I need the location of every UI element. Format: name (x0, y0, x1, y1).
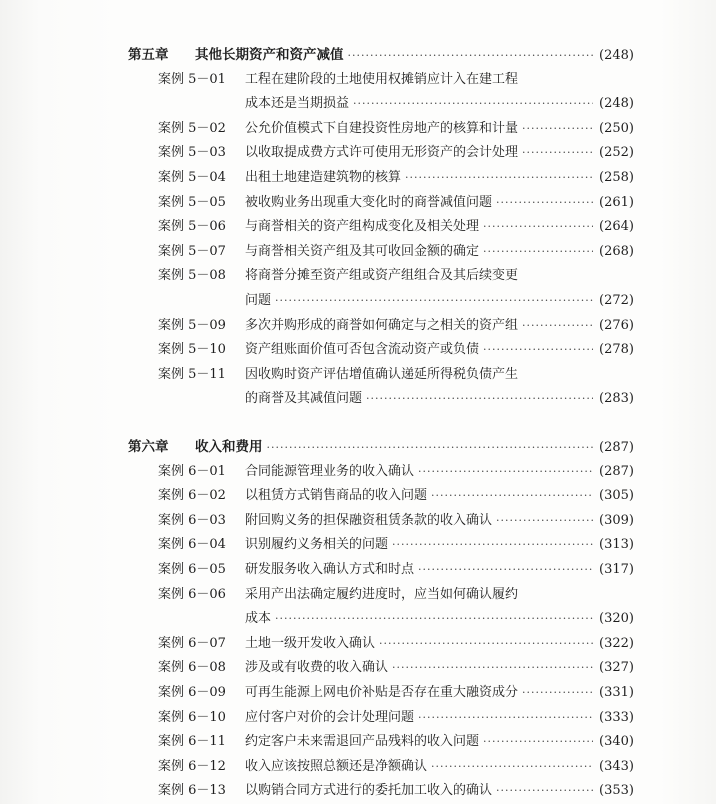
dot-leader (348, 45, 594, 67)
toc-entry[interactable] (245, 216, 634, 238)
dot-leader (418, 461, 593, 483)
dot-leader (418, 559, 593, 581)
page-number: (322) (599, 635, 634, 651)
toc-entry[interactable] (245, 780, 634, 802)
page-number: (333) (599, 709, 634, 725)
case-label: 案例 5－09 (158, 317, 226, 333)
case-label: 案例 6－07 (158, 635, 226, 651)
case-label: 案例 5－07 (158, 243, 226, 259)
page-number: (264) (599, 219, 634, 235)
case-label: 案例 6－04 (158, 537, 226, 553)
entry-title: 多次并购形成的商誉如何确定与之相关的资产组 (245, 317, 519, 333)
case-label: 案例 5－10 (158, 342, 226, 358)
toc-entry[interactable] (245, 756, 634, 778)
toc-entry-line (245, 584, 634, 606)
entry-title: 以收取提成费方式许可使用无形资产的会计处理 (245, 145, 519, 161)
dot-leader (496, 192, 593, 214)
page-number: (250) (599, 120, 634, 136)
page-number: (331) (599, 685, 634, 700)
page-number: (248) (599, 48, 634, 63)
case-label: 案例 5－11 (158, 366, 226, 382)
page-number: (343) (599, 758, 634, 774)
toc-entry[interactable] (245, 682, 634, 704)
case-label: 案例 6－08 (158, 660, 226, 676)
case-label: 案例 5－01 (158, 71, 226, 87)
entry-title: 涉及或有收费的收入确认 (245, 660, 389, 676)
dot-leader (353, 93, 593, 115)
dot-leader (483, 216, 593, 238)
dot-leader (392, 657, 593, 679)
entry-title: 合同能源管理业务的收入确认 (245, 463, 415, 479)
case-label: 案例 5－03 (158, 145, 226, 161)
toc-entry[interactable] (245, 485, 634, 507)
entry-title: 问题 (245, 293, 272, 308)
case-label: 案例 6－01 (158, 463, 226, 479)
toc-entry[interactable] (245, 93, 634, 115)
toc-entry[interactable] (245, 142, 634, 164)
entry-title: 将商誉分摊至资产组或资产组组合及其后续变更 (245, 268, 519, 284)
case-label: 案例 6－11 (158, 734, 226, 750)
toc-entry[interactable] (245, 315, 634, 337)
entry-title: 采用产出法确定履约进度时，应当如何确认履约 (245, 586, 519, 602)
page-number: (278) (599, 342, 634, 358)
dot-leader (275, 608, 593, 630)
dot-leader (405, 167, 593, 189)
entry-title: 研发服务收入确认方式和时点 (245, 562, 415, 577)
dot-leader (483, 339, 593, 361)
dot-leader (483, 731, 593, 753)
entry-title: 与商誉相关资产组及其可收回金额的确定 (245, 243, 480, 259)
toc-entry[interactable] (245, 167, 634, 189)
chapter-title: 其他长期资产和资产减值 (195, 47, 344, 63)
page-number: (313) (599, 537, 634, 553)
page-number: (283) (599, 391, 634, 407)
toc-entry[interactable] (245, 290, 634, 312)
dot-leader (392, 534, 593, 556)
page-number: (353) (599, 783, 634, 799)
toc-entry[interactable] (245, 559, 634, 581)
dot-leader (431, 485, 593, 507)
entry-title: 土地一级开发收入确认 (245, 635, 376, 651)
toc-entry[interactable] (245, 707, 634, 729)
dot-leader (522, 682, 593, 704)
chapter-heading[interactable] (128, 436, 634, 458)
toc-entry-line (245, 69, 634, 91)
entry-title: 约定客户未来需退回产品残料的收入问题 (245, 734, 480, 750)
entry-title: 与商誉相关的资产组构成变化及相关处理 (245, 219, 480, 235)
toc-entry[interactable] (245, 633, 634, 655)
toc-entry[interactable] (245, 118, 634, 140)
entry-title: 公允价值模式下自建投资性房地产的核算和计量 (245, 120, 519, 136)
chapter-label: 第五章 (128, 47, 169, 63)
entry-title: 因收购时资产评估增值确认递延所得税负债产生 (245, 366, 519, 382)
page-number: (261) (599, 194, 634, 210)
case-label: 案例 6－12 (158, 758, 226, 774)
chapter-heading[interactable] (128, 44, 634, 66)
entry-title: 附回购义务的担保融资租赁条款的收入确认 (245, 512, 493, 528)
toc-entry[interactable] (245, 461, 634, 483)
toc-entry[interactable] (245, 731, 634, 753)
page-number: (276) (599, 317, 634, 333)
entry-title: 以租赁方式销售商品的收入问题 (245, 488, 428, 504)
dot-leader (496, 510, 593, 532)
entry-title: 收入应该按照总额还是净额确认 (245, 758, 428, 774)
toc-entry-line (245, 265, 634, 287)
case-label: 案例 6－10 (158, 709, 226, 725)
case-label: 案例 6－06 (158, 586, 226, 602)
dot-leader (418, 707, 593, 729)
case-label: 案例 6－09 (158, 685, 226, 700)
case-label: 案例 6－05 (158, 562, 226, 577)
page-number: (305) (599, 488, 634, 504)
entry-title: 识别履约义务相关的问题 (245, 537, 389, 553)
entry-title: 工程在建阶段的土地使用权摊销应计入在建工程 (245, 71, 519, 87)
entry-title: 可再生能源上网电价补贴是否存在重大融资成分 (245, 685, 519, 700)
page-number: (309) (599, 512, 634, 528)
case-label: 案例 5－04 (158, 170, 226, 185)
entry-title: 被收购业务出现重大变化时的商誉减值问题 (245, 194, 493, 210)
toc-entry[interactable] (245, 608, 634, 630)
dot-leader (522, 142, 593, 164)
page-number: (252) (599, 145, 634, 161)
page-number: (248) (599, 96, 634, 112)
toc-entry-line (245, 364, 634, 386)
case-label: 案例 5－02 (158, 120, 226, 136)
case-label: 案例 6－02 (158, 488, 226, 504)
dot-leader (496, 780, 593, 802)
entry-title: 成本还是当期损益 (245, 96, 350, 112)
page-number: (340) (599, 734, 634, 750)
case-label: 案例 5－08 (158, 268, 226, 284)
entry-title: 出租土地建造建筑物的核算 (245, 170, 402, 185)
entry-title: 以购销合同方式进行的委托加工收入的确认 (245, 783, 493, 799)
entry-title: 资产组账面价值可否包含流动资产或负债 (245, 342, 480, 358)
chapter-label: 第六章 (128, 439, 169, 455)
toc-entry[interactable] (245, 192, 634, 214)
dot-leader (379, 633, 593, 655)
toc-entry[interactable] (245, 657, 634, 679)
page-number: (320) (599, 611, 634, 627)
dot-leader (275, 290, 593, 312)
case-label: 案例 6－03 (158, 512, 226, 528)
page-number: (287) (599, 463, 634, 479)
dot-leader (522, 315, 593, 337)
page-number: (317) (599, 562, 634, 577)
entry-title: 的商誉及其减值问题 (245, 391, 363, 407)
toc-entry[interactable] (245, 534, 634, 556)
entry-title: 成本 (245, 611, 272, 627)
toc-entry[interactable] (245, 388, 634, 410)
dot-leader (483, 241, 593, 263)
chapter-title: 收入和费用 (195, 439, 263, 455)
dot-leader (366, 388, 593, 410)
page-number: (272) (599, 293, 634, 308)
toc-entry[interactable] (245, 339, 634, 361)
case-label: 案例 6－13 (158, 783, 226, 799)
page-number: (287) (599, 440, 634, 455)
page-number: (258) (599, 170, 634, 185)
dot-leader (431, 756, 593, 778)
dot-leader (267, 437, 594, 459)
toc-entry[interactable] (245, 241, 634, 263)
dot-leader (522, 118, 593, 140)
case-label: 案例 5－06 (158, 219, 226, 235)
case-label: 案例 5－05 (158, 194, 226, 210)
entry-title: 应付客户对价的会计处理问题 (245, 709, 415, 725)
toc-entry[interactable] (245, 510, 634, 532)
page-number: (268) (599, 243, 634, 259)
page-number: (327) (599, 660, 634, 676)
